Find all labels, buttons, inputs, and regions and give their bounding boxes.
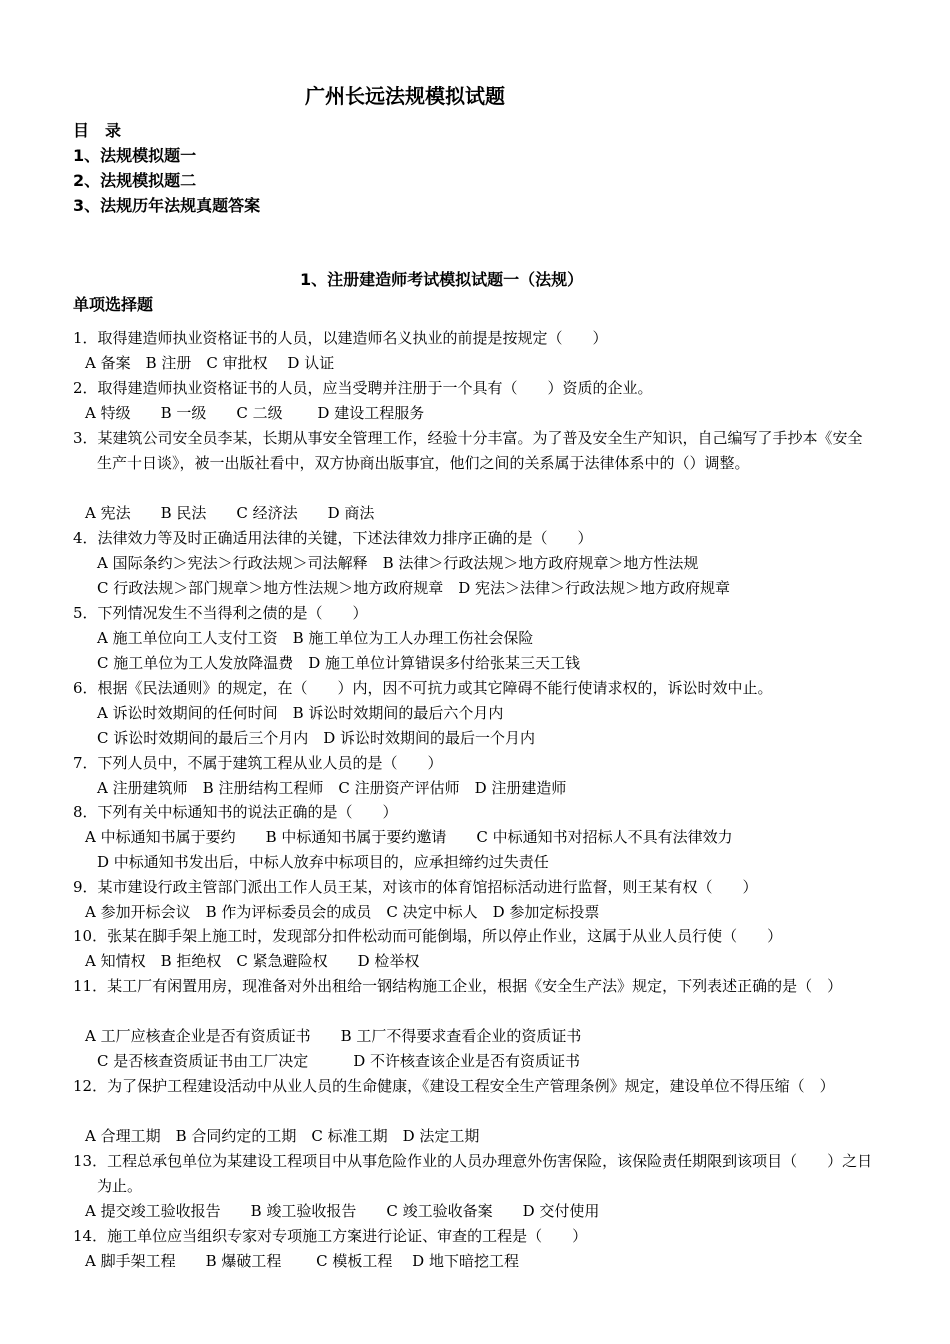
question-options: C 行政法规＞部门规章＞地方性法规＞地方政府规章 D 宪法＞法律＞行政法规＞地方政府规章: [97, 579, 731, 597]
toc-item: 3、法规历年法规真题答案: [73, 196, 261, 215]
question-options: A 特级 B 一级 C 二级 D 建设工程服务: [85, 404, 425, 422]
question-4: [73, 526, 873, 551]
toc-heading: 目 录: [73, 121, 122, 140]
question-options: A 提交竣工验收报告 B 竣工验收报告 C 竣工验收备案 D 交付使用: [85, 1202, 600, 1220]
question-options: D 中标通知书发出后，中标人放弃中标项目的，应承担缔约过失责任: [97, 853, 549, 871]
question-options: A 工厂应核查企业是否有资质证书 B 工厂不得要求查看企业的资质证书: [85, 1027, 582, 1045]
question-8: [73, 800, 873, 825]
question-stem: 3．某建筑公司安全员李某，长期从事安全管理工作，经验十分丰富。为了普及安全生产知识，自己编写了手抄本《安全生产十日谈》，被一出版社看中，双方协商出版事宜，他们之间的关系属于法律体系中的（）调整。: [73, 429, 863, 472]
question-stem: 7．下列人员中，不属于建筑工程从业人员的是（ ）: [73, 754, 443, 772]
question-options: C 是否核查资质证书由工厂决定 D 不许核查该企业是否有资质证书: [97, 1052, 581, 1070]
question-stem: 9．某市建设行政主管部门派出工作人员王某，对该市的体育馆招标活动进行监督，则王某有权（ ）: [73, 878, 758, 896]
question-13: [73, 1149, 873, 1199]
section-subtitle: 单项选择题: [73, 295, 154, 314]
toc-item: 2、法规模拟题二: [73, 171, 197, 190]
question-stem: 4．法律效力等及时正确适用法律的关键，下述法律效力排序正确的是（ ）: [73, 529, 593, 547]
question-stem: 13．工程总承包单位为某建设工程项目中从事危险作业的人员办理意外伤害保险，该保险责任期限到该项目（ ）之日为止。: [73, 1152, 873, 1195]
question-options: A 知情权 B 拒绝权 C 紧急避险权 D 检举权: [85, 952, 420, 970]
question-options: A 诉讼时效期间的任何时间 B 诉讼时效期间的最后六个月内: [97, 704, 504, 722]
question-stem: 11．某工厂有闲置用房，现准备对外出租给一钢结构施工企业，根据《安全生产法》规定，下列表述正确的是（ ）: [73, 977, 843, 995]
question-5: [73, 601, 873, 626]
question-stem: 2．取得建造师执业资格证书的人员，应当受聘并注册于一个具有（ ）资质的企业。: [73, 379, 653, 397]
question-7: [73, 751, 873, 776]
question-9: [73, 875, 873, 900]
document-title: 广州长远法规模拟试题: [305, 84, 505, 108]
question-options: A 国际条约＞宪法＞行政法规＞司法解释 B 法律＞行政法规＞地方政府规章＞地方性法规: [97, 554, 699, 572]
question-14: [73, 1224, 873, 1249]
toc-item: 1、法规模拟题一: [73, 146, 197, 165]
question-3: [73, 426, 873, 476]
question-stem: 1．取得建造师执业资格证书的人员，以建造师名义执业的前提是按规定（ ）: [73, 329, 608, 347]
question-options: C 施工单位为工人发放降温费 D 施工单位计算错误多付给张某三天工钱: [97, 654, 581, 672]
question-12: [73, 1074, 873, 1099]
question-options: A 注册建筑师 B 注册结构工程师 C 注册资产评估师 D 注册建造师: [97, 779, 567, 797]
question-options: A 脚手架工程 B 爆破工程 C 模板工程 D 地下暗挖工程: [85, 1252, 519, 1270]
question-options: A 参加开标会议 B 作为评标委员会的成员 C 决定中标人 D 参加定标投票: [85, 903, 600, 921]
question-options: A 施工单位向工人支付工资 B 施工单位为工人办理工伤社会保险: [97, 629, 534, 647]
question-options: C 诉讼时效期间的最后三个月内 D 诉讼时效期间的最后一个月内: [97, 729, 536, 747]
question-6: [73, 676, 873, 701]
question-stem: 10．张某在脚手架上施工时，发现部分扣件松动而可能倒塌，所以停止作业，这属于从业人员行使（ ）: [73, 927, 783, 945]
table-of-contents: [73, 118, 260, 218]
question-stem: 12．为了保护工程建设活动中从业人员的生命健康，《建设工程安全生产管理条例》规定，建设单位不得压缩（ ）: [73, 1077, 835, 1095]
question-options: A 中标通知书属于要约 B 中标通知书属于要约邀请 C 中标通知书对招标人不具有法律效力: [85, 828, 733, 846]
question-stem: 14．施工单位应当组织专家对专项施工方案进行论证、审查的工程是（ ）: [73, 1227, 588, 1245]
question-stem: 5．下列情况发生不当得利之债的是（ ）: [73, 604, 368, 622]
question-10: [73, 924, 873, 949]
section-title: 1、注册建造师考试模拟试题一（法规）: [300, 270, 584, 289]
question-1: [73, 326, 873, 351]
question-options: A 合理工期 B 合同约定的工期 C 标准工期 D 法定工期: [85, 1127, 480, 1145]
question-11: [73, 974, 873, 999]
question-2: [73, 376, 873, 401]
question-options: A 宪法 B 民法 C 经济法 D 商法: [85, 504, 375, 522]
question-stem: 8．下列有关中标通知书的说法正确的是（ ）: [73, 803, 398, 821]
question-stem: 6．根据《民法通则》的规定，在（ ）内，因不可抗力或其它障碍不能行使请求权的，诉讼时效中止。: [73, 679, 773, 697]
question-options: A 备案 B 注册 C 审批权 D 认证: [85, 354, 335, 372]
